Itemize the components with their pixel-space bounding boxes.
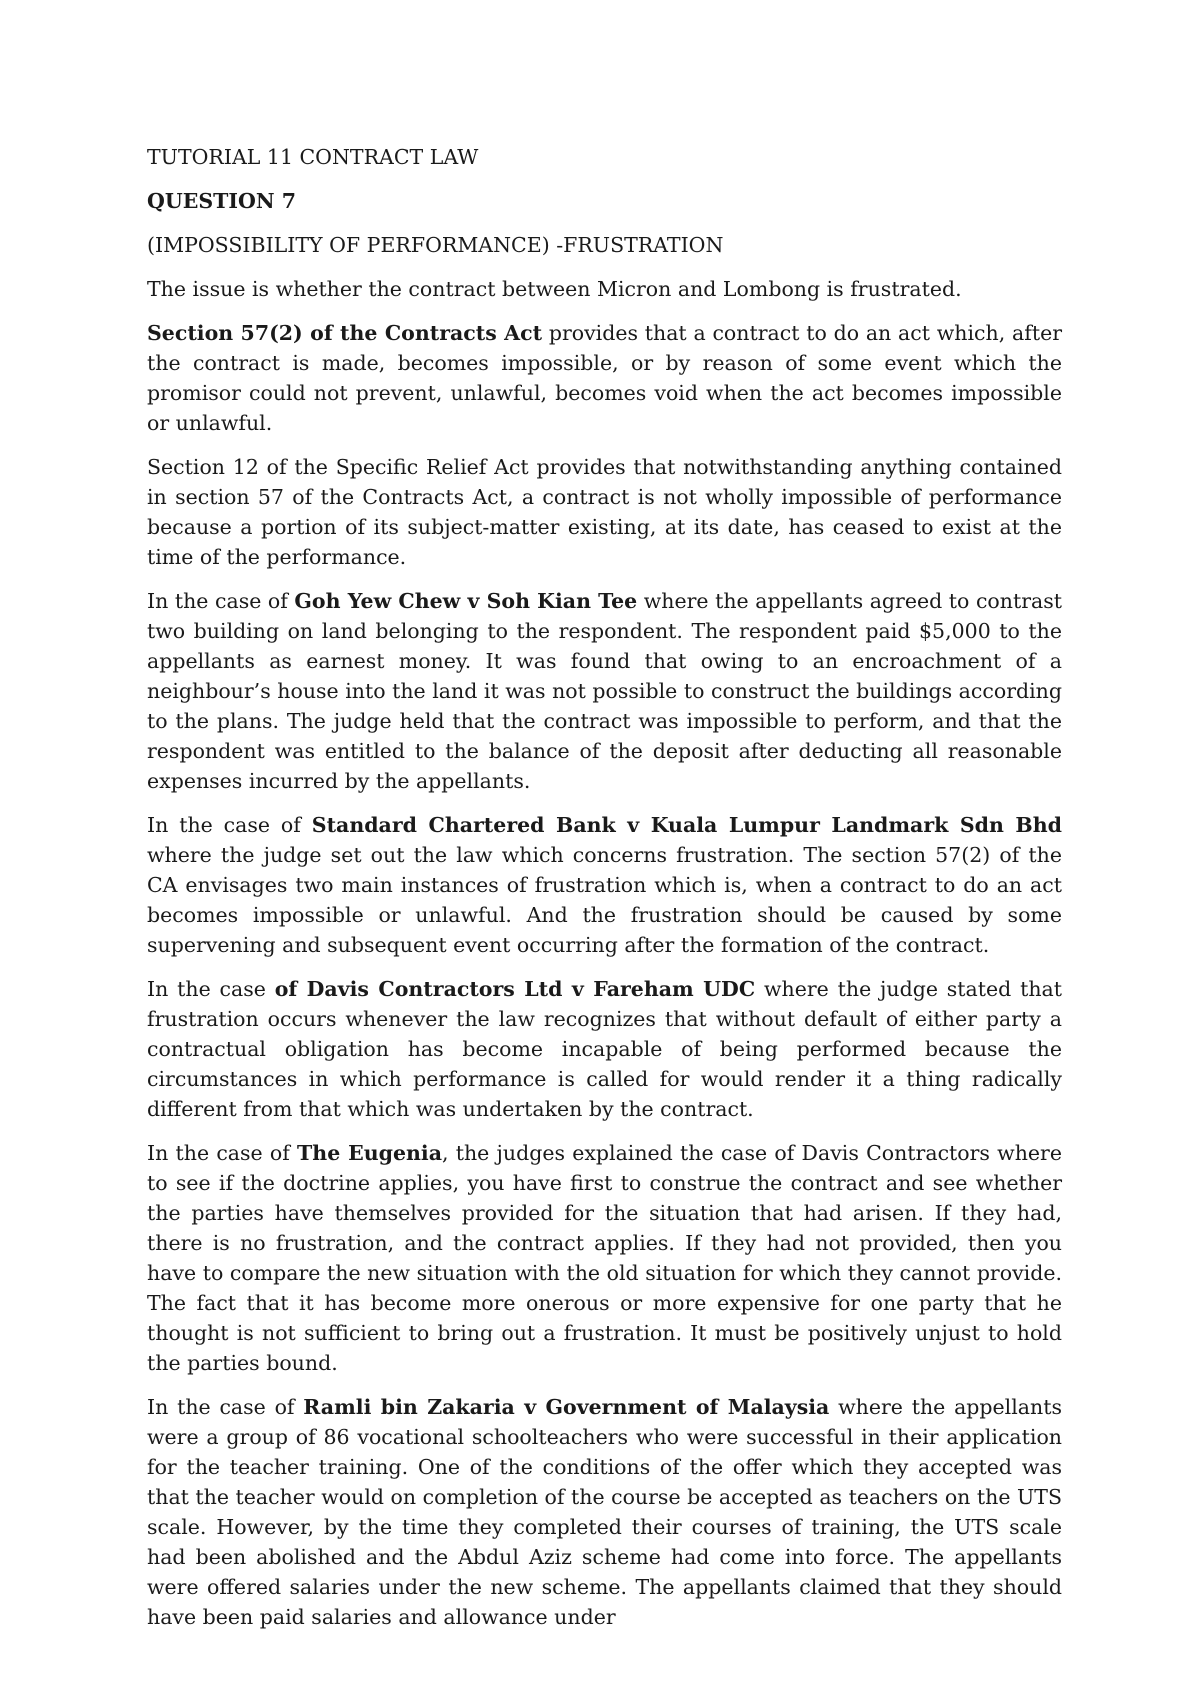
- paragraph-text: , the judges explained the case of Davis Contractors where to see if the doctrine applies, you have first to construe the contract and see whether the parties have themselves provided for the situation that had arisen. If they had, there is no frustration, and the contract applies. If they had not provided, then you have to compare the new situation with the old situation for which they cannot provide. The fact that it has become more onerous or more expensive for one party that he thought is not sufficient to bring out a frustration. It must be positively unjust to hold the parties bound.: [147, 1141, 1062, 1375]
- question-heading: QUESTION 7: [147, 189, 297, 213]
- paragraph-ramli-bin-zakaria: [147, 1392, 1062, 1632]
- paragraph-lead: In the case of: [147, 1395, 304, 1419]
- paragraph-text: where the judge stated that frustration occurs whenever the law recognizes that without default of either party a contractual obligation has become incapable of being performed because the circumstances in which performance is called for would render it a thing radically different from that which was undertaken by the contract.: [147, 977, 1062, 1121]
- case-name: Goh Yew Chew v Soh Kian Tee: [294, 589, 638, 613]
- paragraph-goh-yew-chew: [147, 586, 1062, 796]
- case-name: Standard Chartered Bank v Kuala Lumpur Landmark Sdn Bhd: [311, 813, 1062, 837]
- topic-heading: (IMPOSSIBILITY OF PERFORMANCE) -FRUSTRATION: [147, 233, 724, 257]
- paragraph-lead: In the case of: [147, 1141, 298, 1165]
- paragraph-text: Section 12 of the Specific Relief Act provides that notwithstanding anything contained in section 57 of the Contracts Act, a contract is not wholly impossible of performance because a portion of its subject-matter existing, at its date, has ceased to exist at the time of the performance.: [147, 455, 1062, 569]
- paragraph-davis-contractors: [147, 974, 1062, 1124]
- paragraph-text: provides that a contract to do an act which, after the contract is made, becomes impossible, or by reason of some event which the promisor could not prevent, unlawful, becomes void when the act becomes impossible or unlawful.: [147, 321, 1062, 435]
- case-name: Ramli bin Zakaria v Government of Malaysia: [303, 1395, 830, 1419]
- paragraph-section-12: [147, 452, 1062, 572]
- document-title: TUTORIAL 11 CONTRACT LAW: [147, 145, 479, 169]
- issue-paragraph: The issue is whether the contract between Micron and Lombong is frustrated.: [147, 277, 962, 301]
- document-body: [147, 142, 1062, 1646]
- case-name: The Eugenia: [297, 1141, 442, 1165]
- paragraph-text: where the judge set out the law which concerns frustration. The section 57(2) of the CA envisages two main instances of frustration which is, when a contract to do an act becomes impossible or unlawful. And the frustration should be caused by some supervening and subsequent event occurring after the formation of the contract.: [147, 843, 1062, 957]
- paragraph-lead: In the case: [147, 977, 275, 1001]
- paragraph-text: where the appellants agreed to contrast two building on land belonging to the respondent. The respondent paid $5,000 to the appellants as earnest money. It was found that owing to an encroachment of a neighbour’s house into the land it was not possible to construct the buildings according to the plans. The judge held that the contract was impossible to perform, and that the respondent was entitled to the balance of the deposit after deducting all reasonable expenses incurred by the appellants.: [147, 589, 1062, 793]
- paragraph-section-57: [147, 318, 1062, 438]
- paragraph-lead: In the case of: [147, 813, 312, 837]
- paragraph-lead: In the case of: [147, 589, 295, 613]
- statute-reference: Section 57(2) of the Contracts Act: [147, 321, 543, 345]
- paragraph-standard-chartered: [147, 810, 1062, 960]
- paragraph-text: where the appellants were a group of 86 vocational schoolteachers who were successful in their application for the teacher training. One of the conditions of the offer which they accepted was that the teacher would on completion of the course be accepted as teachers on the UTS scale. However, by the time they completed their courses of training, the UTS scale had been abolished and the Abdul Aziz scheme had come into force. The appellants were offered salaries under the new scheme. The appellants claimed that they should have been paid salaries and allowance under: [147, 1395, 1062, 1629]
- paragraph-the-eugenia: [147, 1138, 1062, 1378]
- case-name: of Davis Contractors Ltd v Fareham UDC: [274, 977, 756, 1001]
